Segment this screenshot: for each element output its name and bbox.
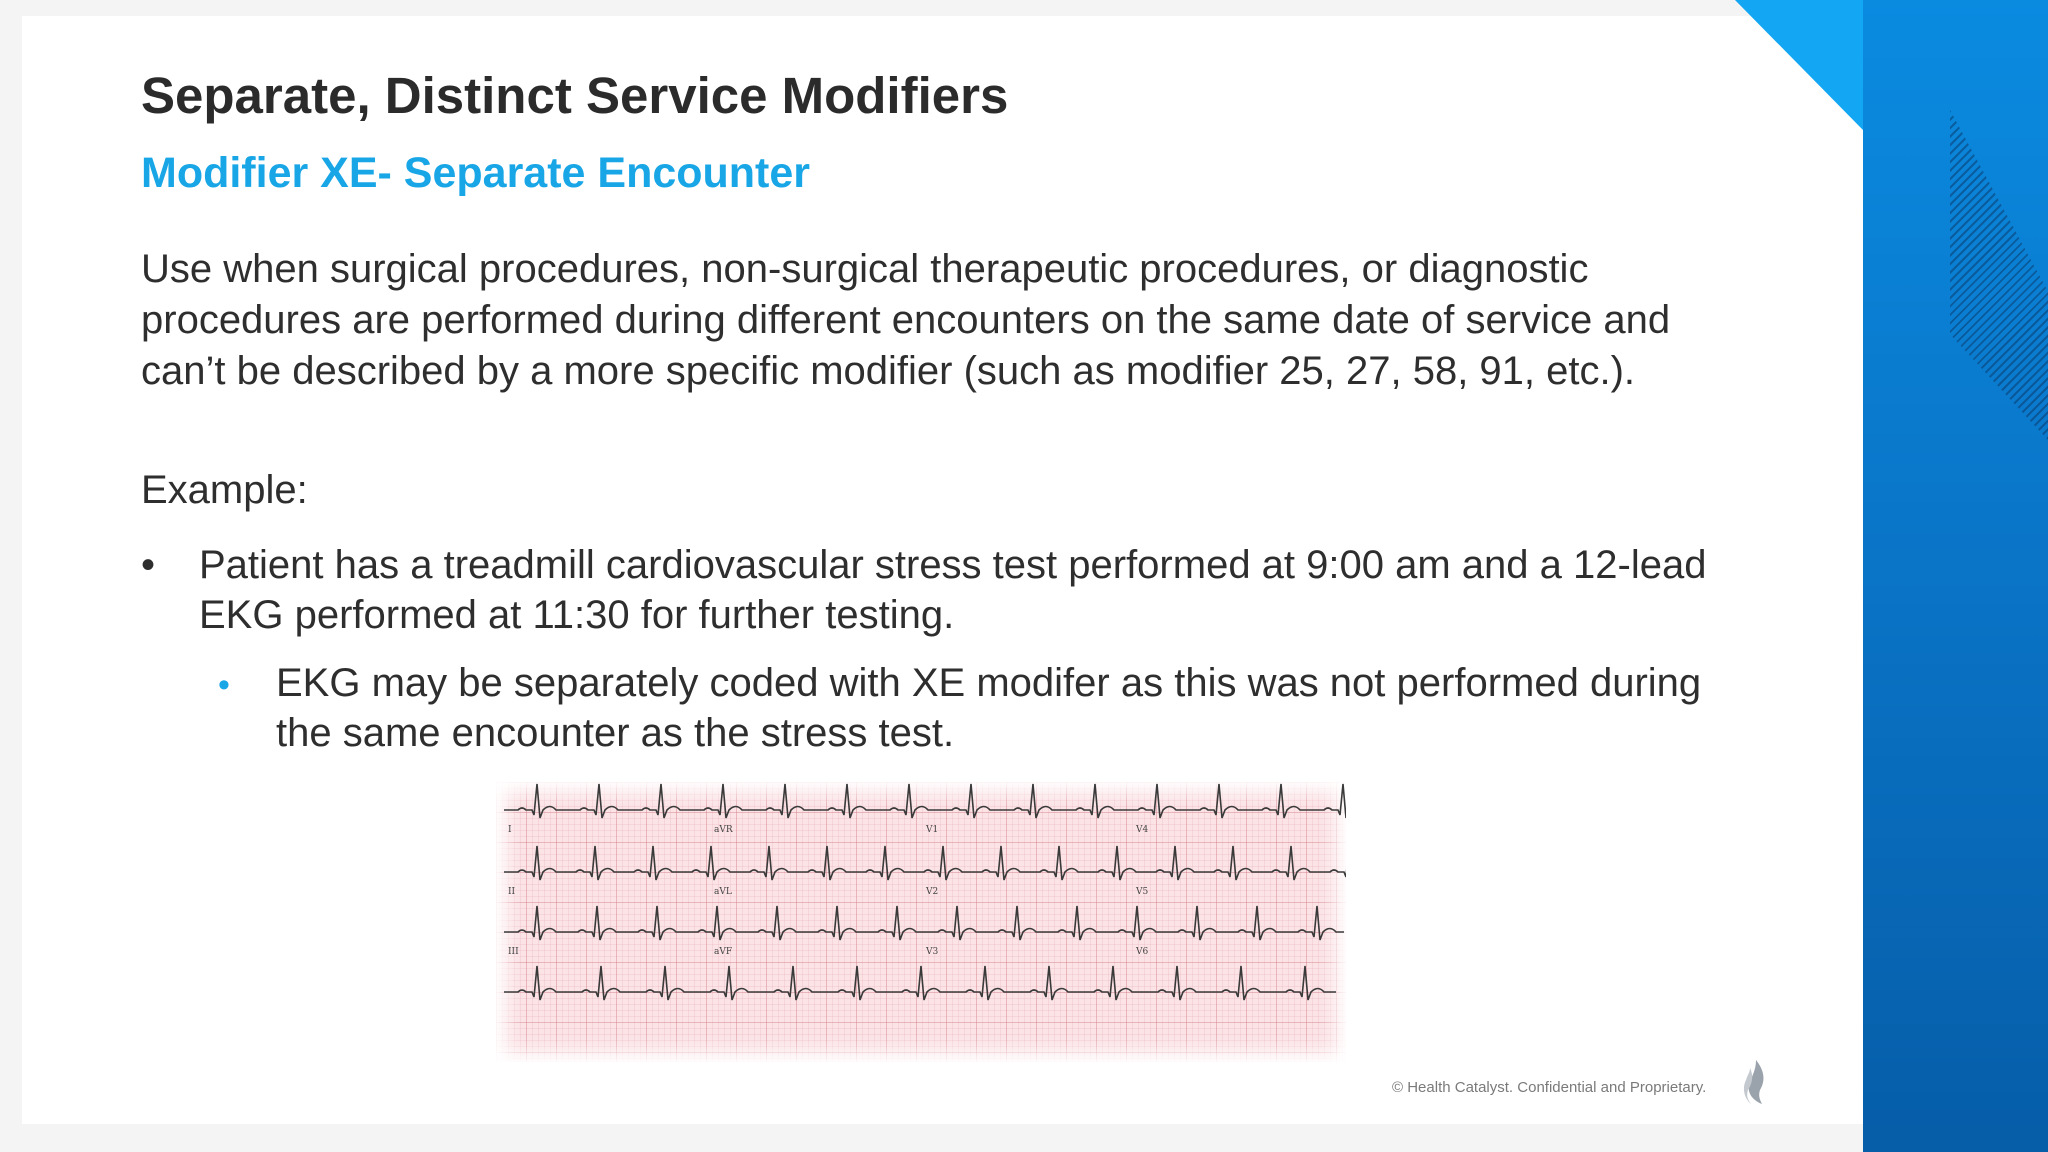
sub-bullet-marker: • (218, 666, 230, 704)
ekg-trace-line (504, 966, 1336, 1000)
ekg-trace-line (504, 784, 1346, 818)
footer-copyright: © Health Catalyst. Confidential and Proprietary. (1392, 1079, 1707, 1096)
ekg-lead-label: II (508, 887, 516, 897)
ekg-lead-label: aVF (714, 947, 733, 957)
ekg-strip-image (496, 782, 1346, 1062)
ekg-trace-line (504, 846, 1346, 880)
bullet-item (141, 540, 1741, 650)
ekg-lead-label: V6 (1136, 947, 1149, 957)
sub-bullet-text: EKG may be separately coded with XE modifer as this was not performed during the same encounter as the stress test. (276, 661, 1702, 755)
ekg-lead-label: I (508, 825, 512, 835)
bullet-marker: • (141, 543, 156, 587)
ekg-traces (496, 782, 1346, 1062)
ekg-lead-label: V1 (926, 825, 939, 835)
ekg-lead-label: aVL (714, 887, 732, 897)
ekg-lead-label: aVR (714, 825, 733, 835)
flame-logo-icon (1742, 1058, 1770, 1106)
ekg-lead-label: III (508, 947, 519, 957)
ekg-trace-line (504, 906, 1344, 940)
example-label: Example: (141, 468, 308, 512)
ekg-lead-label: V5 (1136, 887, 1149, 897)
slide-title: Separate, Distinct Service Modifiers (141, 67, 1009, 124)
ekg-lead-label: V2 (926, 887, 939, 897)
body-paragraph: Use when surgical procedures, non-surgical therapeutic procedures, or diagnostic procedures are performed during different encounters on the same date of service and can’t be described by a more specific modifier (such as modifier 25, 27, 58, 91, etc.). (141, 247, 1671, 393)
bullet-text: Patient has a treadmill cardiovascular stress test performed at 9:00 am and a 12-lead EKG performed at 11:30 for further testing. (199, 543, 1707, 637)
ekg-lead-label: V4 (1136, 825, 1149, 835)
slide-subtitle: Modifier XE- Separate Encounter (141, 149, 811, 197)
ekg-lead-label: V3 (926, 947, 939, 957)
sub-bullet-item (218, 658, 1718, 768)
